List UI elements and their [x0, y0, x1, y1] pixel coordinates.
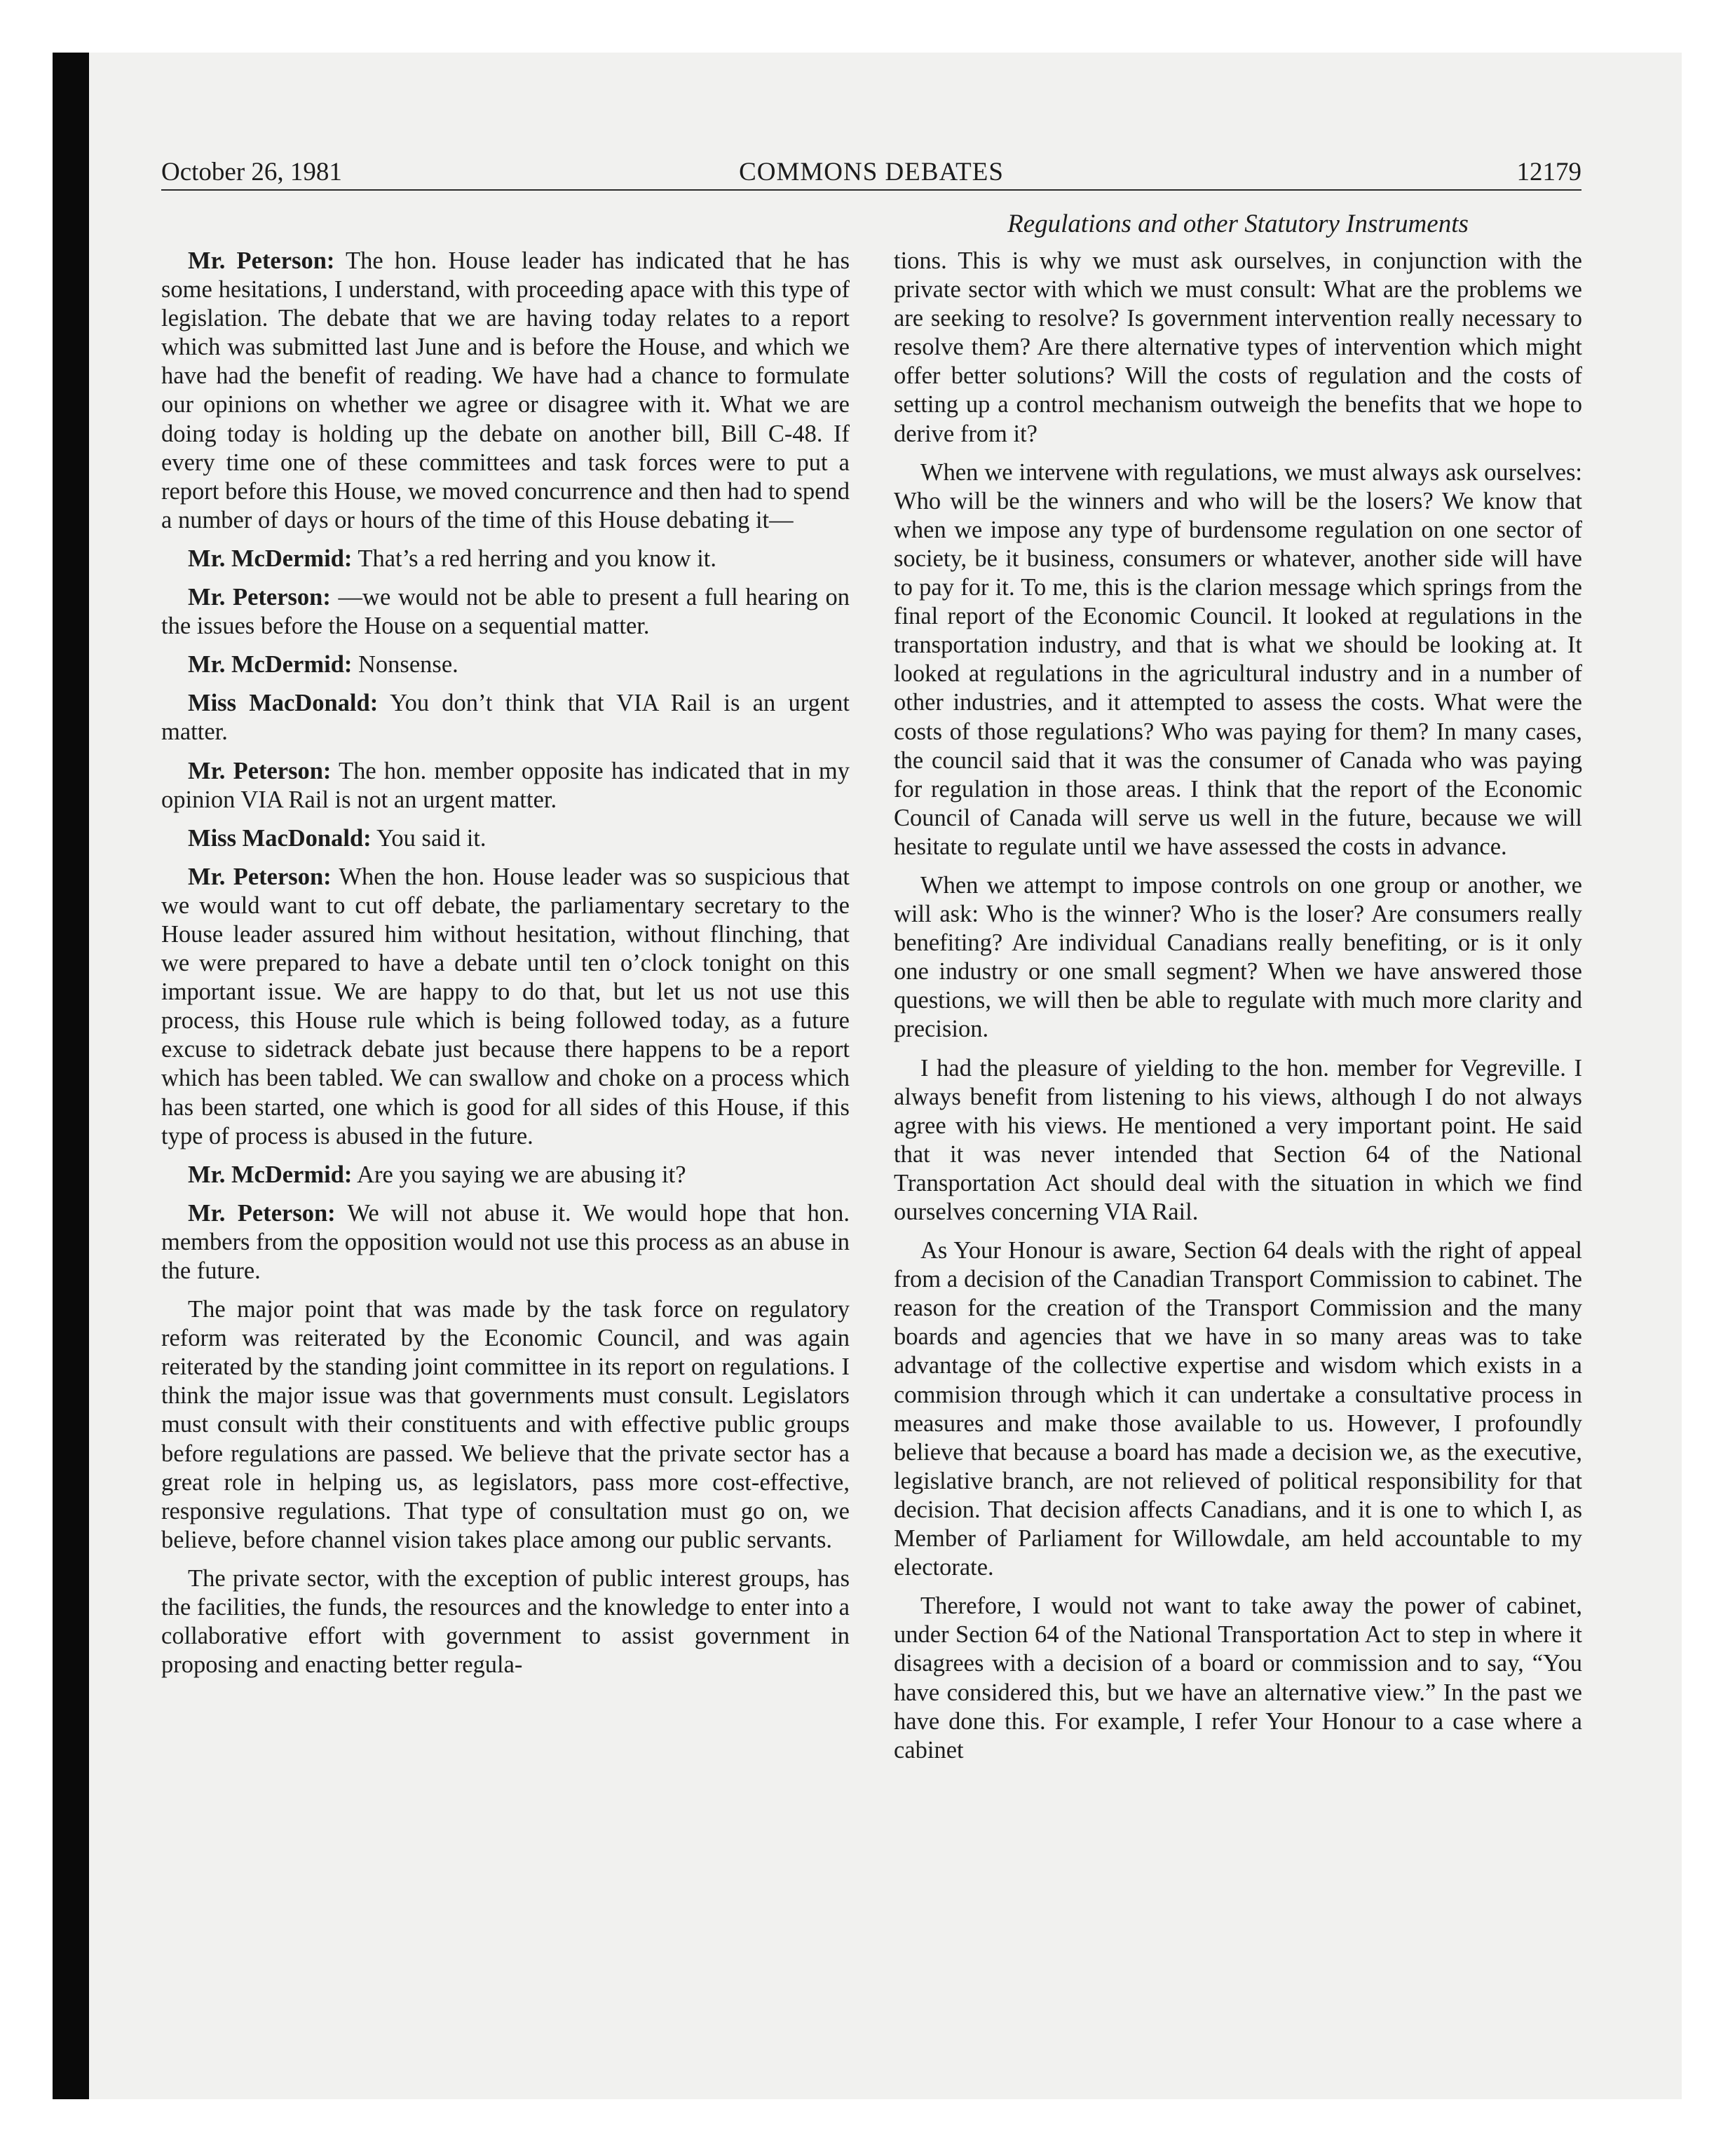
- speaker-name: Miss MacDonald:: [188, 690, 379, 717]
- speech-text: That’s a red herring and you know it.: [352, 545, 716, 572]
- speech-text: You said it.: [371, 824, 487, 852]
- paragraph: [161, 583, 850, 641]
- speech-text: —we would not be able to present a full hearing on the issues before the House on a sequential matter.: [161, 584, 850, 640]
- paragraph: [894, 1236, 1582, 1582]
- paragraph: [161, 247, 850, 535]
- speech-text: You don’t think that VIA Rail is an urgent matter.: [161, 690, 850, 746]
- speech-text: The hon. member opposite has indicated that in my opinion VIA Rail is not an urgent matter.: [161, 757, 850, 813]
- speaker-name: Mr. Peterson:: [188, 247, 335, 274]
- header-date: October 26, 1981: [161, 158, 342, 186]
- speaker-name: Mr. Peterson:: [188, 863, 332, 890]
- paragraph: [161, 1295, 850, 1555]
- speech-text: As Your Honour is aware, Section 64 deals with the right of appeal from a decision of the Canadian Transport Commission to cabinet. The reason for the creation of the Transport Commission and the many boards and agencies that we have in so many areas was to take advantage of the collective expertise and wisdom which exists in a commision through which it can undertake a consultative process in measures and make those available to us. However, I profoundly believe that because a board has made a decision we, as the executive, legislative branch, are not relieved of political responsibility for that decision. That decision affects Canadians, and it is one to which I, as Member of Parliament for Willowdale, am held accountable to my electorate.: [894, 1237, 1582, 1581]
- paragraph: [161, 545, 850, 573]
- paragraph: [894, 1054, 1582, 1227]
- speech-text: The private sector, with the exception of public interest groups, has the facilities, the funds, the resources and the knowledge to enter into a collaborative effort with government to assist government in proposing and enacting better regula-: [161, 1564, 850, 1679]
- paragraph: [161, 689, 850, 746]
- page-header: [161, 156, 1581, 191]
- paragraph: [161, 824, 850, 853]
- paragraph: [894, 1592, 1582, 1765]
- scan-border: [53, 53, 89, 2099]
- speech-text: tions. This is why we must ask ourselves, in conjunction with the private sector with which we must consult: What are the problems we are seeking to resolve? Is government intervention really necessary to resolve them? Are there alternative types of intervention which might offer better solutions? Will the costs of regulation and the costs of setting up a control mechanism outweigh the benefits that we hope to derive from it?: [894, 247, 1582, 447]
- speech-text: The hon. House leader has indicated that he has some hesitations, I understand, with proceeding apace with this type of legislation. The debate that we are having today relates to a report which was submitted last June and is before the House, and which we have had the benefit of reading. We have had a chance to formulate our opinions on whether we agree or disagree with it. What we are doing today is holding up the debate on another bill, Bill C-48. If every time one of these committees and task forces were to put a report before this House, we moved concurrence and then had to spend a number of days or hours of the time of this House debating it—: [161, 247, 850, 533]
- right-column: [894, 247, 1582, 1929]
- left-column: [161, 247, 850, 1929]
- speaker-name: Mr. Peterson:: [188, 584, 331, 611]
- speaker-name: Miss MacDonald:: [188, 824, 372, 852]
- speech-text: When the hon. House leader was so suspicious that we would want to cut off debate, the parliamentary secretary to the House leader assured him without hesitation, without flinching, that we were prepared to have a debate until ten o’clock tonight on this important issue. We are happy to do that, but let us not use this process, this House rule which is being followed today, as a future excuse to sidetrack debate just because there happens to be a report which has been tabled. We can swallow and choke on a process which has been started, one which is good for all sides of this House, if this type of process is abused in the future.: [161, 863, 850, 1149]
- speaker-name: Mr. Peterson:: [188, 757, 332, 784]
- paragraph: [161, 1564, 850, 1679]
- paragraph: [161, 757, 850, 814]
- speaker-name: Mr. Peterson:: [188, 1199, 336, 1227]
- header-page-number: 12179: [1516, 158, 1581, 186]
- running-head: Regulations and other Statutory Instruments: [1007, 210, 1469, 238]
- paragraph: [161, 650, 850, 679]
- header-publication: COMMONS DEBATES: [739, 158, 1004, 186]
- speaker-name: Mr. McDermid:: [188, 651, 353, 678]
- paragraph: [894, 458, 1582, 861]
- speech-text: The major point that was made by the task force on regulatory reform was reiterated by the Economic Council, and was again reiterated by the standing joint committee in its report on regulations. I think the major issue was that governments must consult. Legislators must consult with their constituents and with effective public groups before regulations are passed. We believe that the private sector has a great role in helping us, as legislators, pass more cost-effective, responsive regulations. That type of consultation must go on, we believe, before channel vision takes place among our public servants.: [161, 1296, 850, 1553]
- paragraph-continued: [894, 247, 1582, 449]
- speaker-name: Mr. McDermid:: [188, 545, 353, 572]
- paragraph: [161, 863, 850, 1151]
- paragraph: [894, 871, 1582, 1044]
- speech-text: Are you saying we are abusing it?: [352, 1161, 686, 1188]
- speech-text: When we intervene with regulations, we must always ask ourselves: Who will be the winners and who will be the losers? We know that when we impose any type of burdensome regulation on one sector of society, be it business, consumers or whatever, another side will have to pay for it. To me, this is the clarion message which springs from the final report of the Economic Council. It looked at regulations in the transportation industry, and that is what we should be looking at. It looked at regulations in the agricultural industry and in a number of other industries, and it attempted to assess the costs. What were the costs of those regulations? Who was paying for them? In many cases, the council said that it was the consumer of Canada who was paying for regulation in those areas. I think that the report of the Economic Council of Canada will serve us well in the future, because we will hesitate to regulate until we have assessed the costs in advance.: [894, 458, 1582, 860]
- paragraph: [161, 1199, 850, 1285]
- speech-text: Therefore, I would not want to take away the power of cabinet, under Section 64 of the National Transportation Act to step in where it disagrees with a decision of a board or commission and to say, “You have considered this, but we have an alternative view.” In the past we have done this. For example, I refer Your Honour to a case where a cabinet: [894, 1592, 1582, 1763]
- speech-text: We will not abuse it. We would hope that hon. members from the opposition would not use this process as an abuse in the future.: [161, 1199, 850, 1284]
- speech-text: I had the pleasure of yielding to the hon. member for Vegreville. I always benefit from listening to his views, although I do not always agree with his views. He mentioned a very important point. He said that it was never intended that Section 64 of the National Transportation Act should deal with the situation in which we find ourselves concerning VIA Rail.: [894, 1054, 1582, 1225]
- speaker-name: Mr. McDermid:: [188, 1161, 353, 1188]
- paragraph: [161, 1161, 850, 1189]
- speech-text: When we attempt to impose controls on one group or another, we will ask: Who is the winner? Who is the loser? Are consumers really benefiting? Are individual Canadians really benefiting, or is it only one industry or one small segment? When we have answered those questions, we will then be able to regulate with much more clarity and precision.: [894, 871, 1582, 1043]
- speech-text: Nonsense.: [352, 651, 458, 678]
